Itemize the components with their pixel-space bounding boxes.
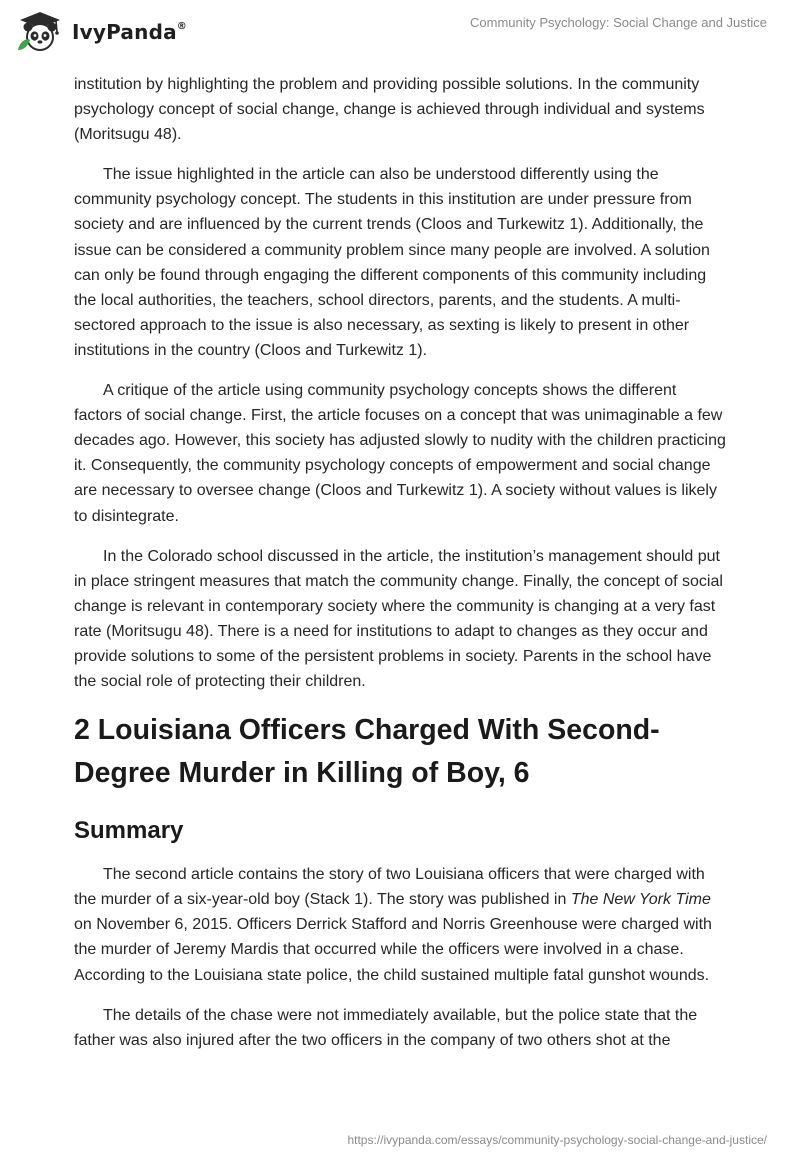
paragraph-text: The second article contains the story of two Louisiana officers that were charged with the murder of a six-year-old boy (Stack 1). The story was published in: [74, 866, 705, 909]
paragraph: [74, 862, 728, 987]
document-title: Community Psychology: Social Change and Justice: [470, 15, 767, 30]
source-url[interactable]: https://ivypanda.com/essays/community-psychology-social-change-and-justice/: [347, 1133, 767, 1147]
paragraph: The details of the chase were not immediately available, but the police state that the father was also injured after the two officers in the company of two others shot at the: [74, 1006, 698, 1049]
paragraph: institution by highlighting the problem and providing possible solutions. In the community psychology concept of social change, change is achieved through individual and systems (Moritsugu 48).: [74, 76, 705, 144]
page-header: [0, 0, 800, 70]
paragraph: In the Colorado school discussed in the article, the institution’s management should put in place stringent measures that match the community change. Finally, the concept of social change is relevant in contemporary society where the community is changing at a very fast rate (Moritsugu 48). There is a need for institutions to adapt to changes as they occur and provide solutions to some of the persistent problems in society. Parents in the school have the social role of protecting their children.: [74, 547, 723, 691]
publication-title: The New York Time: [570, 891, 711, 909]
paragraph: The issue highlighted in the article can also be understood differently using the community psychology concept. The students in this institution are under pressure from society and are influenced by the current trends (Cloos and Turkewitz 1). Additionally, the issue can be considered a community problem since many people are involved. A solution can only be found through engaging the different components of this community including the local authorities, the teachers, school directors, parents, and the students. A multi-sectored approach to the issue is also necessary, as sexting is likely to present in other institutions in the country (Cloos and Turkewitz 1).: [74, 166, 710, 359]
panda-graduate-icon: [14, 10, 66, 54]
ivypanda-logo[interactable]: [14, 10, 187, 54]
paragraph: A critique of the article using community psychology concepts shows the different factors of social change. First, the article focuses on a concept that was unimaginable a few decades ago. However, this society has adjusted slowly to nudity with the children practicing it. Consequently, the community psychology concepts of empowerment and social change are necessary to oversee change (Cloos and Turkewitz 1). A society without values is likely to disintegrate.: [74, 382, 726, 525]
brand-name: IvyPanda®: [72, 20, 187, 44]
paragraph-text: on November 6, 2015. Officers Derrick Stafford and Norris Greenhouse were charged with the murder of Jeremy Mardis that occurred while the officers were involved in a chase. According to the Louisiana state police, the child sustained multiple fatal gunshot wounds.: [74, 916, 712, 984]
section-heading: 2 Louisiana Officers Charged With Second-Degree Murder in Killing of Boy, 6: [74, 714, 660, 790]
subsection-heading: Summary: [74, 817, 184, 845]
essay-body: [74, 72, 728, 1053]
